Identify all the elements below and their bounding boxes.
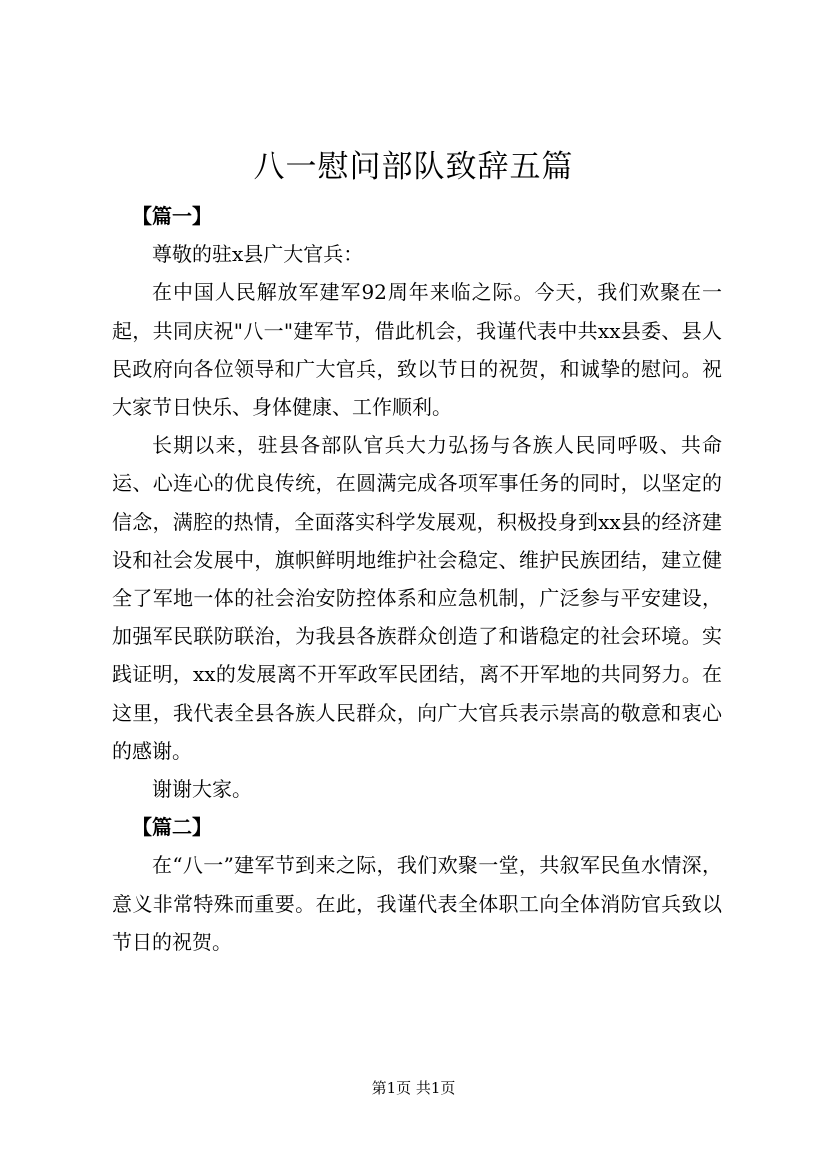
closing-line: 谢谢大家。 [152,777,252,802]
document-title: 八一慰问部队致辞五篇 [253,149,574,185]
paragraph: 长期以来，驻县各部队官兵大力弘扬与各族人民同呼吸、共命运、心连心的优良传统，在圆满完成各项军事任务的同时，以坚定的信念，满腔的热情，全面落实科学发展观，积极投身到xx县的经济建设和社会发展中，旗帜鲜明地维护社会稳定、维护民族团结，建立健全了军地一体的社会治安防控体系和应急机制，广泛参与平安建设，加强军民联防联治，为我县各族群众创造了和谐稳定的社会环境。实践证明，xx的发展离不开军政军民团结，离不开军地的共同努力。在这里，我代表全县各族人民群众，向广大官兵表示崇高的敬意和衷心的感谢。 [112,433,722,763]
section-heading: 【篇二】 [132,815,212,840]
paragraph: 在“八一”建军节到来之际，我们欢聚一堂，共叙军民鱼水情深，意义非常特殊而重要。在此，我谨代表全体职工向全体消防官兵致以节日的祝贺。 [112,853,722,954]
salutation: 尊敬的驻x县广大官兵： [152,242,364,267]
paragraph: 在中国人民解放军建军92周年来临之际。今天，我们欢聚在一起，共同庆祝"八一"建军节，借此机会，我谨代表中共xx县委、县人民政府向各位领导和广大官兵，致以节日的祝贺，和诚挚的慰问。祝大家节日快乐、身体健康、工作顺利。 [112,280,722,420]
document-body [112,197,722,961]
section-heading: 【篇一】 [132,204,212,228]
page-footer: 第1页 共1页 [371,1079,456,1097]
